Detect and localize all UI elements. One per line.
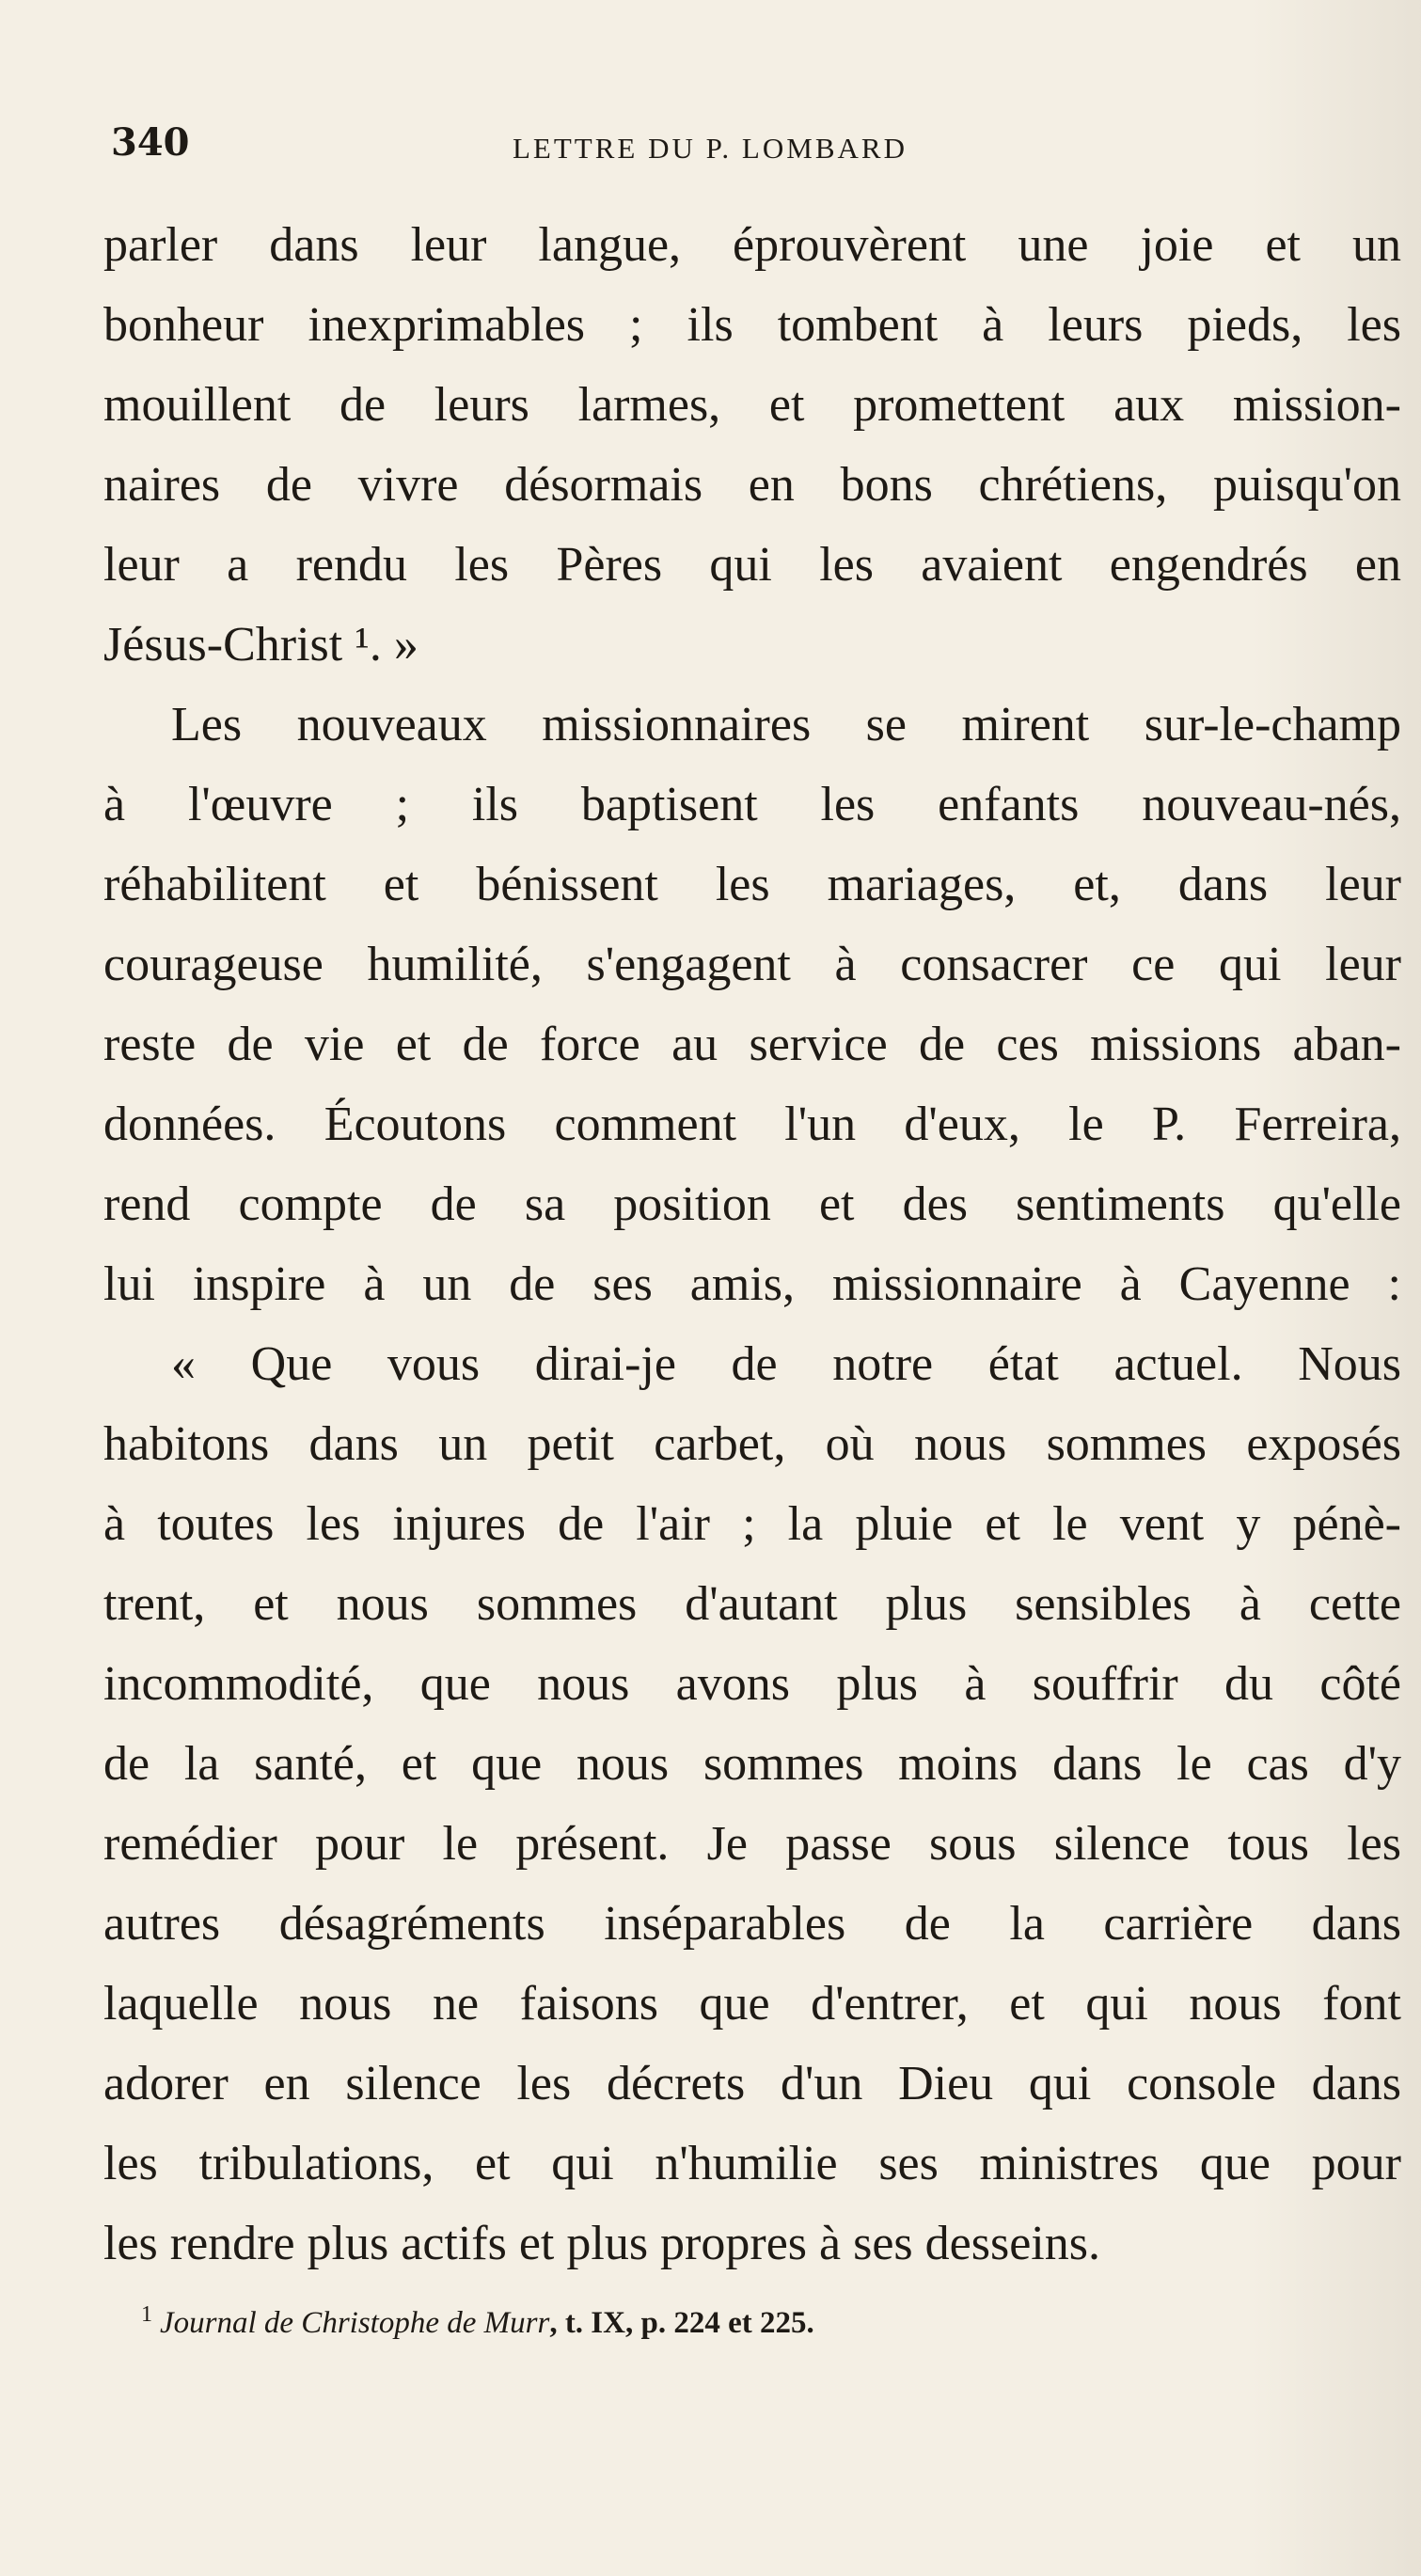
text-line: laquelle nous ne faisons que d'entrer, et qui nous font bbox=[103, 1977, 1401, 2031]
text-line: courageuse humilité, s'engagent à consacrer ce qui leur bbox=[103, 938, 1401, 991]
text-line: Les nouveaux missionnaires se mirent sur-le-champ bbox=[171, 698, 1401, 751]
text-line: les tribulations, et qui n'humilie ses ministres que pour bbox=[103, 2137, 1401, 2190]
text-line: bonheur inexprimables ; ils tombent à leurs pieds, les bbox=[103, 298, 1401, 352]
footnote-marker: 1 bbox=[141, 2302, 152, 2327]
text-line: Jésus-Christ ¹. » bbox=[103, 618, 418, 672]
text-line: remédier pour le présent. Je passe sous silence tous les bbox=[103, 1817, 1401, 1871]
text-line: lui inspire à un de ses amis, missionnaire à Cayenne : bbox=[103, 1257, 1401, 1311]
footnote bbox=[141, 2302, 814, 2341]
text-line: données. Écoutons comment l'un d'eux, le P. Ferreira, bbox=[103, 1098, 1401, 1151]
text-line: adorer en silence les décrets d'un Dieu qui console dans bbox=[103, 2057, 1401, 2110]
text-line: réhabilitent et bénissent les mariages, et, dans leur bbox=[103, 858, 1401, 911]
text-line: parler dans leur langue, éprouvèrent une joie et un bbox=[103, 218, 1401, 272]
text-line: rend compte de sa position et des sentiments qu'elle bbox=[103, 1177, 1401, 1231]
body-text bbox=[103, 205, 1401, 2284]
text-line: de la santé, et que nous sommes moins dans le cas d'y bbox=[103, 1737, 1401, 1791]
text-line: incommodité, que nous avons plus à souffrir du côté bbox=[103, 1657, 1401, 1711]
footnote-reference: , t. IX, p. 224 et 225. bbox=[549, 2306, 814, 2340]
text-line: « Que vous dirai-je de notre état actuel. Nous bbox=[171, 1337, 1401, 1391]
text-line: à l'œuvre ; ils baptisent les enfants nouveau-nés, bbox=[103, 778, 1401, 831]
text-line: à toutes les injures de l'air ; la pluie et le vent y pénè- bbox=[103, 1497, 1401, 1551]
page-header bbox=[111, 120, 1409, 177]
text-line: leur a rendu les Pères qui les avaient engendrés en bbox=[103, 538, 1401, 592]
text-line: reste de vie et de force au service de ces missions aban- bbox=[103, 1018, 1401, 1071]
text-line: les rendre plus actifs et plus propres à ses desseins. bbox=[103, 2217, 1100, 2270]
text-line: mouillent de leurs larmes, et promettent aux mission- bbox=[103, 378, 1401, 432]
footnote-title: Journal de Christophe de Murr bbox=[160, 2306, 550, 2340]
text-line: trent, et nous sommes d'autant plus sensibles à cette bbox=[103, 1577, 1401, 1631]
text-line: habitons dans un petit carbet, où nous sommes exposés bbox=[103, 1417, 1401, 1471]
text-line: naires de vivre désormais en bons chrétiens, puisqu'on bbox=[103, 458, 1401, 512]
page-number: 340 bbox=[111, 120, 190, 165]
running-head: LETTRE DU P. LOMBARD bbox=[513, 132, 908, 165]
text-line: autres désagréments inséparables de la carrière dans bbox=[103, 1897, 1401, 1951]
